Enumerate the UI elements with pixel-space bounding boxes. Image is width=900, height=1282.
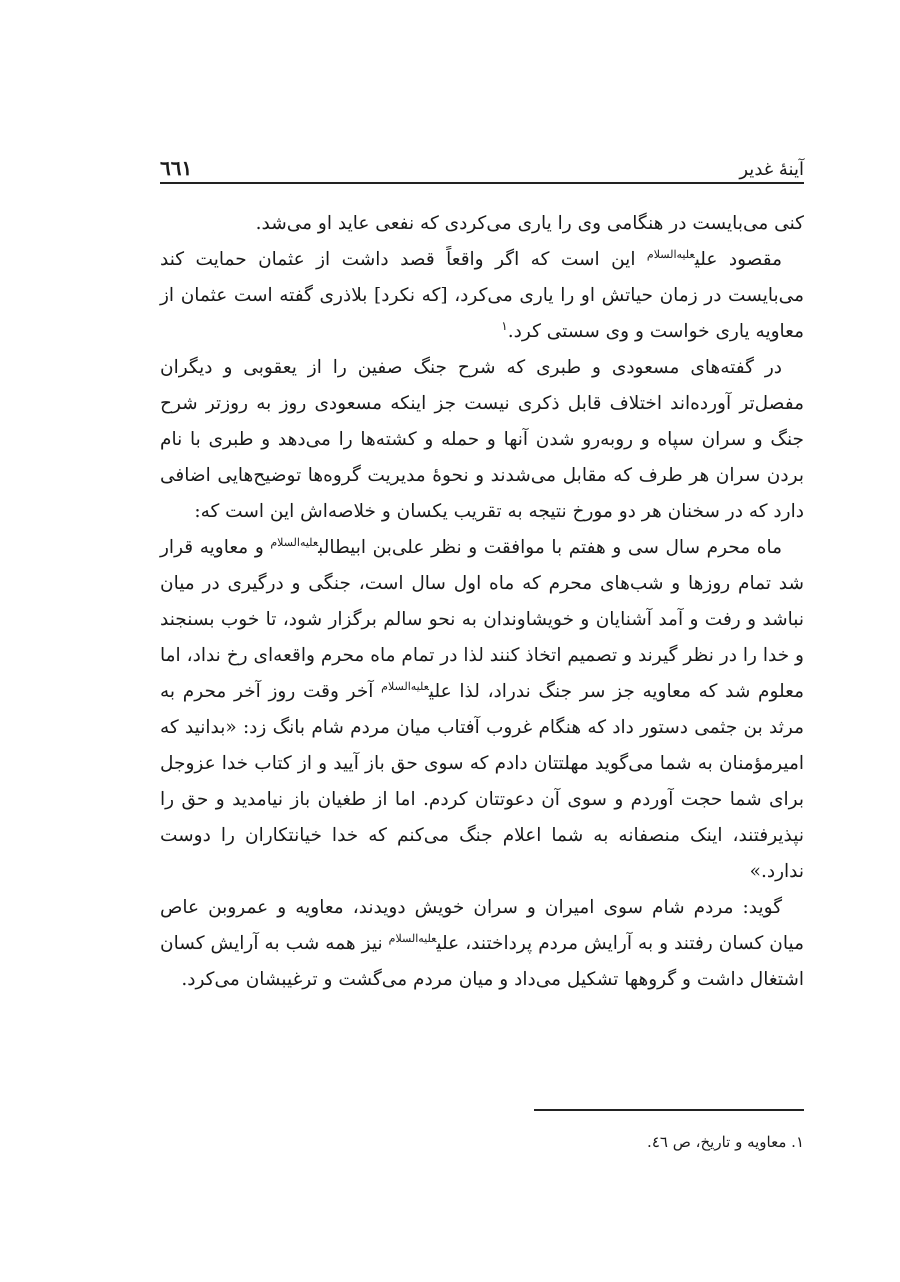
page-number: ٦٦١ [160, 156, 193, 180]
paragraph-text: و معاویه قرار شد تمام روزها و شب‌های محرم که ماه اول سال است، جنگی و درگیری در میان نباشد و رفت و آمد آشنایان و خویشاوندان به نحو سالم برگزار شود، تا خوب بسنجند و خدا را در نظر گیرند و تصمیم اتخاذ کنند لذا در تمام ماه محرم واقعه‌ای رخ نداد، اما معلوم شد که معاویه جز سر جنگ ندراد، لذا علی [160, 537, 804, 702]
honorific-ligature: عليه‌السلام [381, 679, 429, 693]
page-header [160, 146, 804, 180]
header-rule [160, 182, 804, 184]
paragraph-text: کنی می‌بایست در هنگامی وی را یاری می‌کردی که نفعی عاید او می‌شد. [255, 213, 804, 234]
paragraph-2 [160, 242, 804, 350]
paragraph-text: گوید: مردم شام سوی امیران و سران خویش دویدند، معاویه و عمروبن عاص میان کسان رفتند و به آرایش مردم پرداختند، علی [160, 897, 805, 954]
paragraph-text: آخر وقت روز آخر محرم به مرثد بن جثمی دستور داد که هنگام غروب آفتاب میان مردم شام بانگ زد: «بدانید که امیرمؤمنان به شما می‌گوید مهلتتان دادم که سوی حق باز آیید و از کتاب خدا عزوجل برای شما حجت آوردم و سوی آن دعوتتان کردم. اما از طغیان باز نیامدید و حق را نپذیرفتند، اینک منصفانه به شما اعلام جنگ می‌کنم که خدا خیانتکاران را دوست ندارد.» [160, 681, 804, 882]
honorific-ligature: عليه‌السلام [388, 931, 437, 945]
honorific-ligature: عليه‌السلام [270, 535, 319, 549]
paragraph-text: ماه محرم سال سی و هفتم با موافقت و نظر علی‌بن ابیطالب [318, 537, 782, 558]
footnote-reference: ١ [501, 318, 508, 333]
paragraph-text: این است که اگر واقعاً قصد داشت از عثمان حمایت کند می‌بایست در زمان حیاتش او را یاری می‌کرد، [که نکرد] بلاذری گفته است عثمان از معاویه یاری خواست و وی سستی کرد. [160, 249, 804, 342]
paragraph-5 [160, 890, 804, 998]
footnote-rule [534, 1109, 804, 1111]
book-title: آینهٔ غدیر [739, 159, 804, 180]
paragraph-text: نیز همه شب به آرایش کسان اشتغال داشت و گروهها تشکیل می‌داد و میان مردم می‌گشت و ترغیبشان می‌کرد. [160, 933, 804, 990]
body-text [160, 206, 804, 998]
paragraph-1 [160, 206, 804, 242]
paragraph-text: مقصود علی [694, 249, 782, 270]
paragraph-text: در گفته‌های مسعودی و طبری که شرح جنگ صفین را از یعقوبی و دیگران مفصل‌تر آورده‌اند اختلاف قابل ذکری نیست جز اینکه مسعودی روز به روزتر شرح جنگ و سران سپاه و روبه‌رو شدن آنها و حمله و کشته‌ها را می‌دهد و طبری با نام بردن سران هر طرف که مقابل می‌شدند و نحوهٔ مدیریت گروه‌ها توضیح‌هایی اضافی دارد که در سخنان هر دو مورخ نتیجه به تقریب یکسان و خلاصه‌اش این است که: [160, 357, 804, 522]
honorific-ligature: عليه‌السلام [646, 247, 695, 261]
paragraph-3 [160, 350, 804, 530]
paragraph-4 [160, 530, 804, 890]
footnote: ١. معاویه و تاریخ، ص ٤٦. [647, 1133, 804, 1151]
